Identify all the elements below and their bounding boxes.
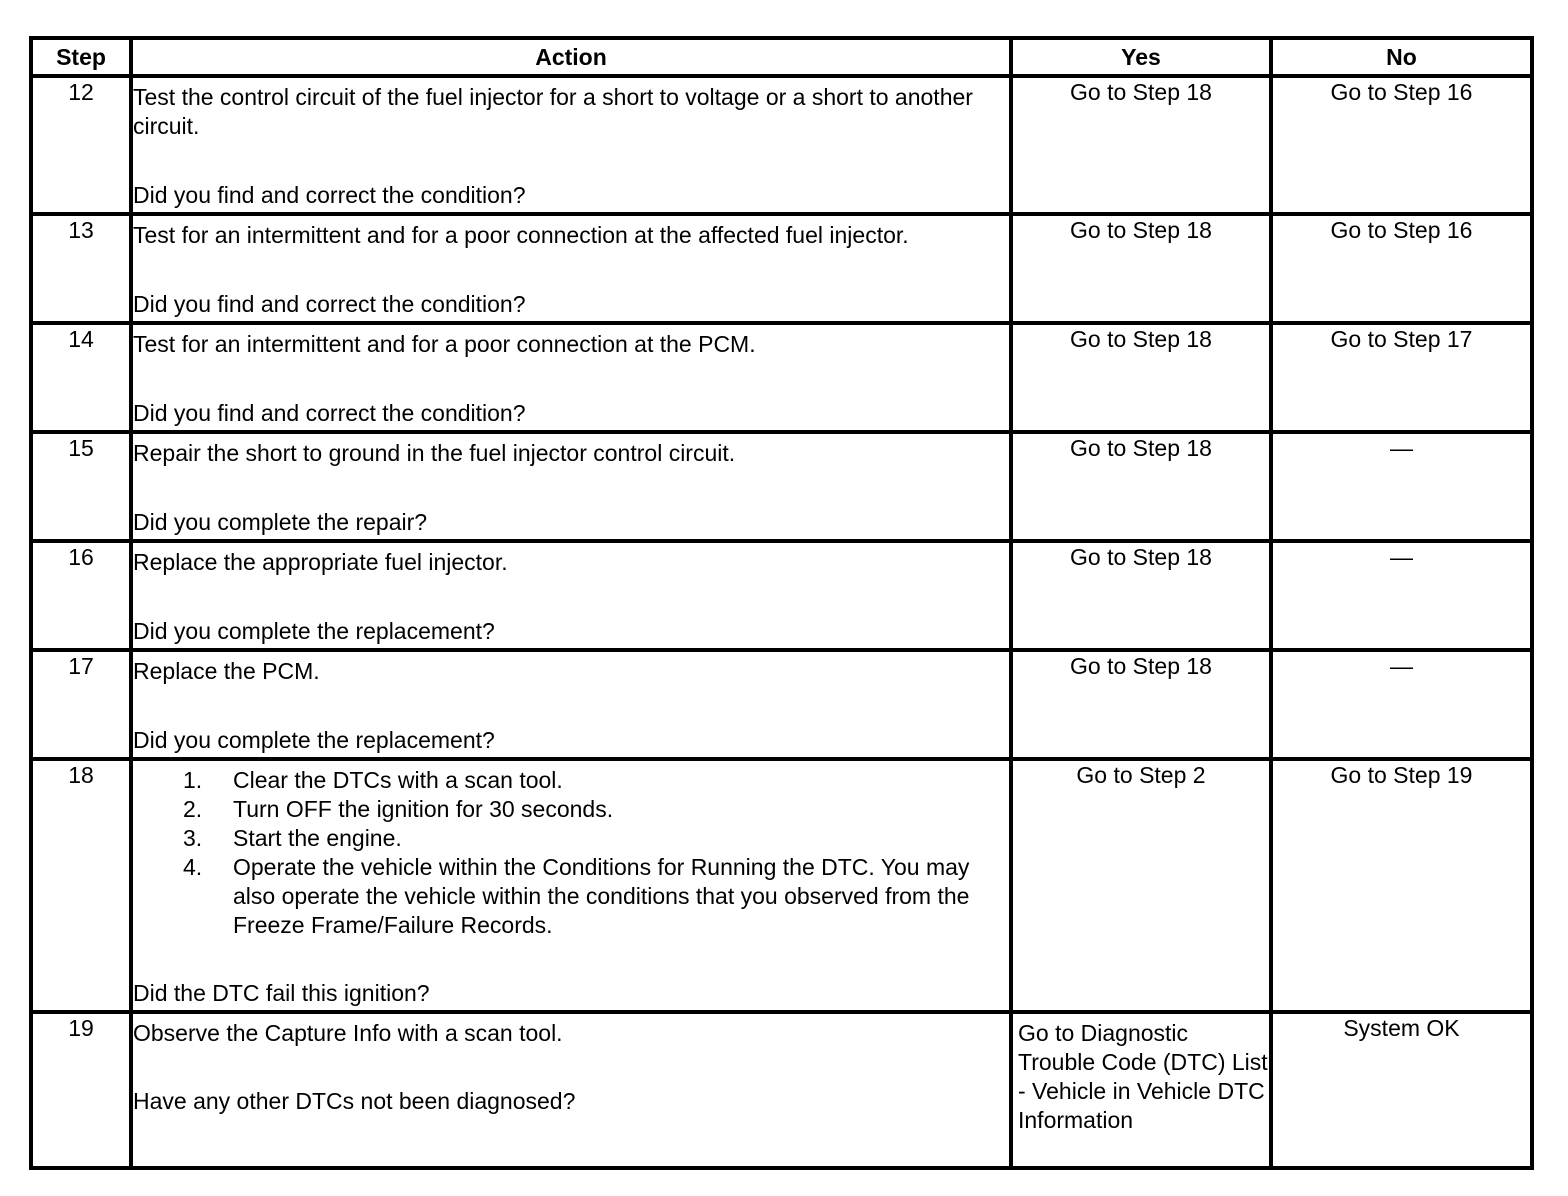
yes-cell: Go to Step 18 (1011, 541, 1271, 650)
step-number: 14 (31, 323, 131, 432)
no-cell: Go to Step 17 (1271, 323, 1532, 432)
action-text: Repair the short to ground in the fuel injector control circuit. (133, 440, 736, 466)
action-question: Have any other DTCs not been diagnosed? (133, 1088, 576, 1114)
action-question: Did you find and correct the condition? (133, 291, 526, 317)
step-number: 17 (31, 650, 131, 759)
numbered-list (133, 766, 1009, 940)
action-question: Did you complete the repair? (133, 509, 428, 535)
header-step: Step (31, 38, 131, 76)
action-question: Did you find and correct the condition? (133, 400, 526, 426)
list-item: 1. Clear the DTCs with a scan tool. (183, 767, 563, 793)
table-row (31, 541, 1532, 650)
table-row (31, 323, 1532, 432)
action-cell (131, 1012, 1011, 1168)
table-row (31, 214, 1532, 323)
list-item: 4. Operate the vehicle within the Conditions for Running the DTC. You may also operate the vehicle within the conditions that you observed from the Freeze Frame/Failure Records. (183, 854, 970, 938)
action-text: Replace the appropriate fuel injector. (133, 549, 508, 575)
step-number: 12 (31, 76, 131, 214)
action-text: Test for an intermittent and for a poor connection at the affected fuel injector. (133, 222, 909, 248)
yes-cell: Go to Step 18 (1011, 76, 1271, 214)
no-cell: Go to Step 19 (1271, 759, 1532, 1012)
step-number: 19 (31, 1012, 131, 1168)
table-row (31, 76, 1532, 214)
action-text: Replace the PCM. (133, 658, 320, 684)
table-row (31, 759, 1532, 1012)
action-cell (131, 541, 1011, 650)
yes-cell: Go to Step 18 (1011, 214, 1271, 323)
action-text: Test for an intermittent and for a poor connection at the PCM. (133, 331, 756, 357)
yes-cell: Go to Step 18 (1011, 432, 1271, 541)
header-row (31, 38, 1532, 76)
action-cell (131, 76, 1011, 214)
action-cell (131, 323, 1011, 432)
table-row (31, 650, 1532, 759)
yes-cell: Go to Step 18 (1011, 323, 1271, 432)
list-item: 2. Turn OFF the ignition for 30 seconds. (183, 796, 614, 822)
no-cell: Go to Step 16 (1271, 76, 1532, 214)
step-number: 15 (31, 432, 131, 541)
action-text: Observe the Capture Info with a scan tool. (133, 1020, 563, 1046)
table-row (31, 432, 1532, 541)
header-yes: Yes (1011, 38, 1271, 76)
step-number: 13 (31, 214, 131, 323)
action-text: Test the control circuit of the fuel injector for a short to voltage or a short to another circuit. (133, 84, 973, 139)
list-item: 3. Start the engine. (183, 825, 402, 851)
table-row (31, 1012, 1532, 1168)
no-cell: Go to Step 16 (1271, 214, 1532, 323)
action-question: Did the DTC fail this ignition? (133, 980, 430, 1006)
yes-cell: Go to Step 2 (1011, 759, 1271, 1012)
yes-cell: Go to Diagnostic Trouble Code (DTC) List - Vehicle in Vehicle DTC Information (1011, 1012, 1271, 1168)
step-number: 18 (31, 759, 131, 1012)
yes-cell: Go to Step 18 (1011, 650, 1271, 759)
action-question: Did you find and correct the condition? (133, 182, 526, 208)
action-cell (131, 650, 1011, 759)
no-cell: — (1271, 650, 1532, 759)
action-cell (131, 432, 1011, 541)
action-cell (131, 759, 1011, 1012)
step-number: 16 (31, 541, 131, 650)
no-cell: — (1271, 541, 1532, 650)
header-no: No (1271, 38, 1532, 76)
header-action: Action (131, 38, 1011, 76)
action-cell (131, 214, 1011, 323)
no-cell: System OK (1271, 1012, 1532, 1168)
diagnostic-table (29, 36, 1534, 1170)
action-question: Did you complete the replacement? (133, 618, 495, 644)
action-question: Did you complete the replacement? (133, 727, 495, 753)
no-cell: — (1271, 432, 1532, 541)
